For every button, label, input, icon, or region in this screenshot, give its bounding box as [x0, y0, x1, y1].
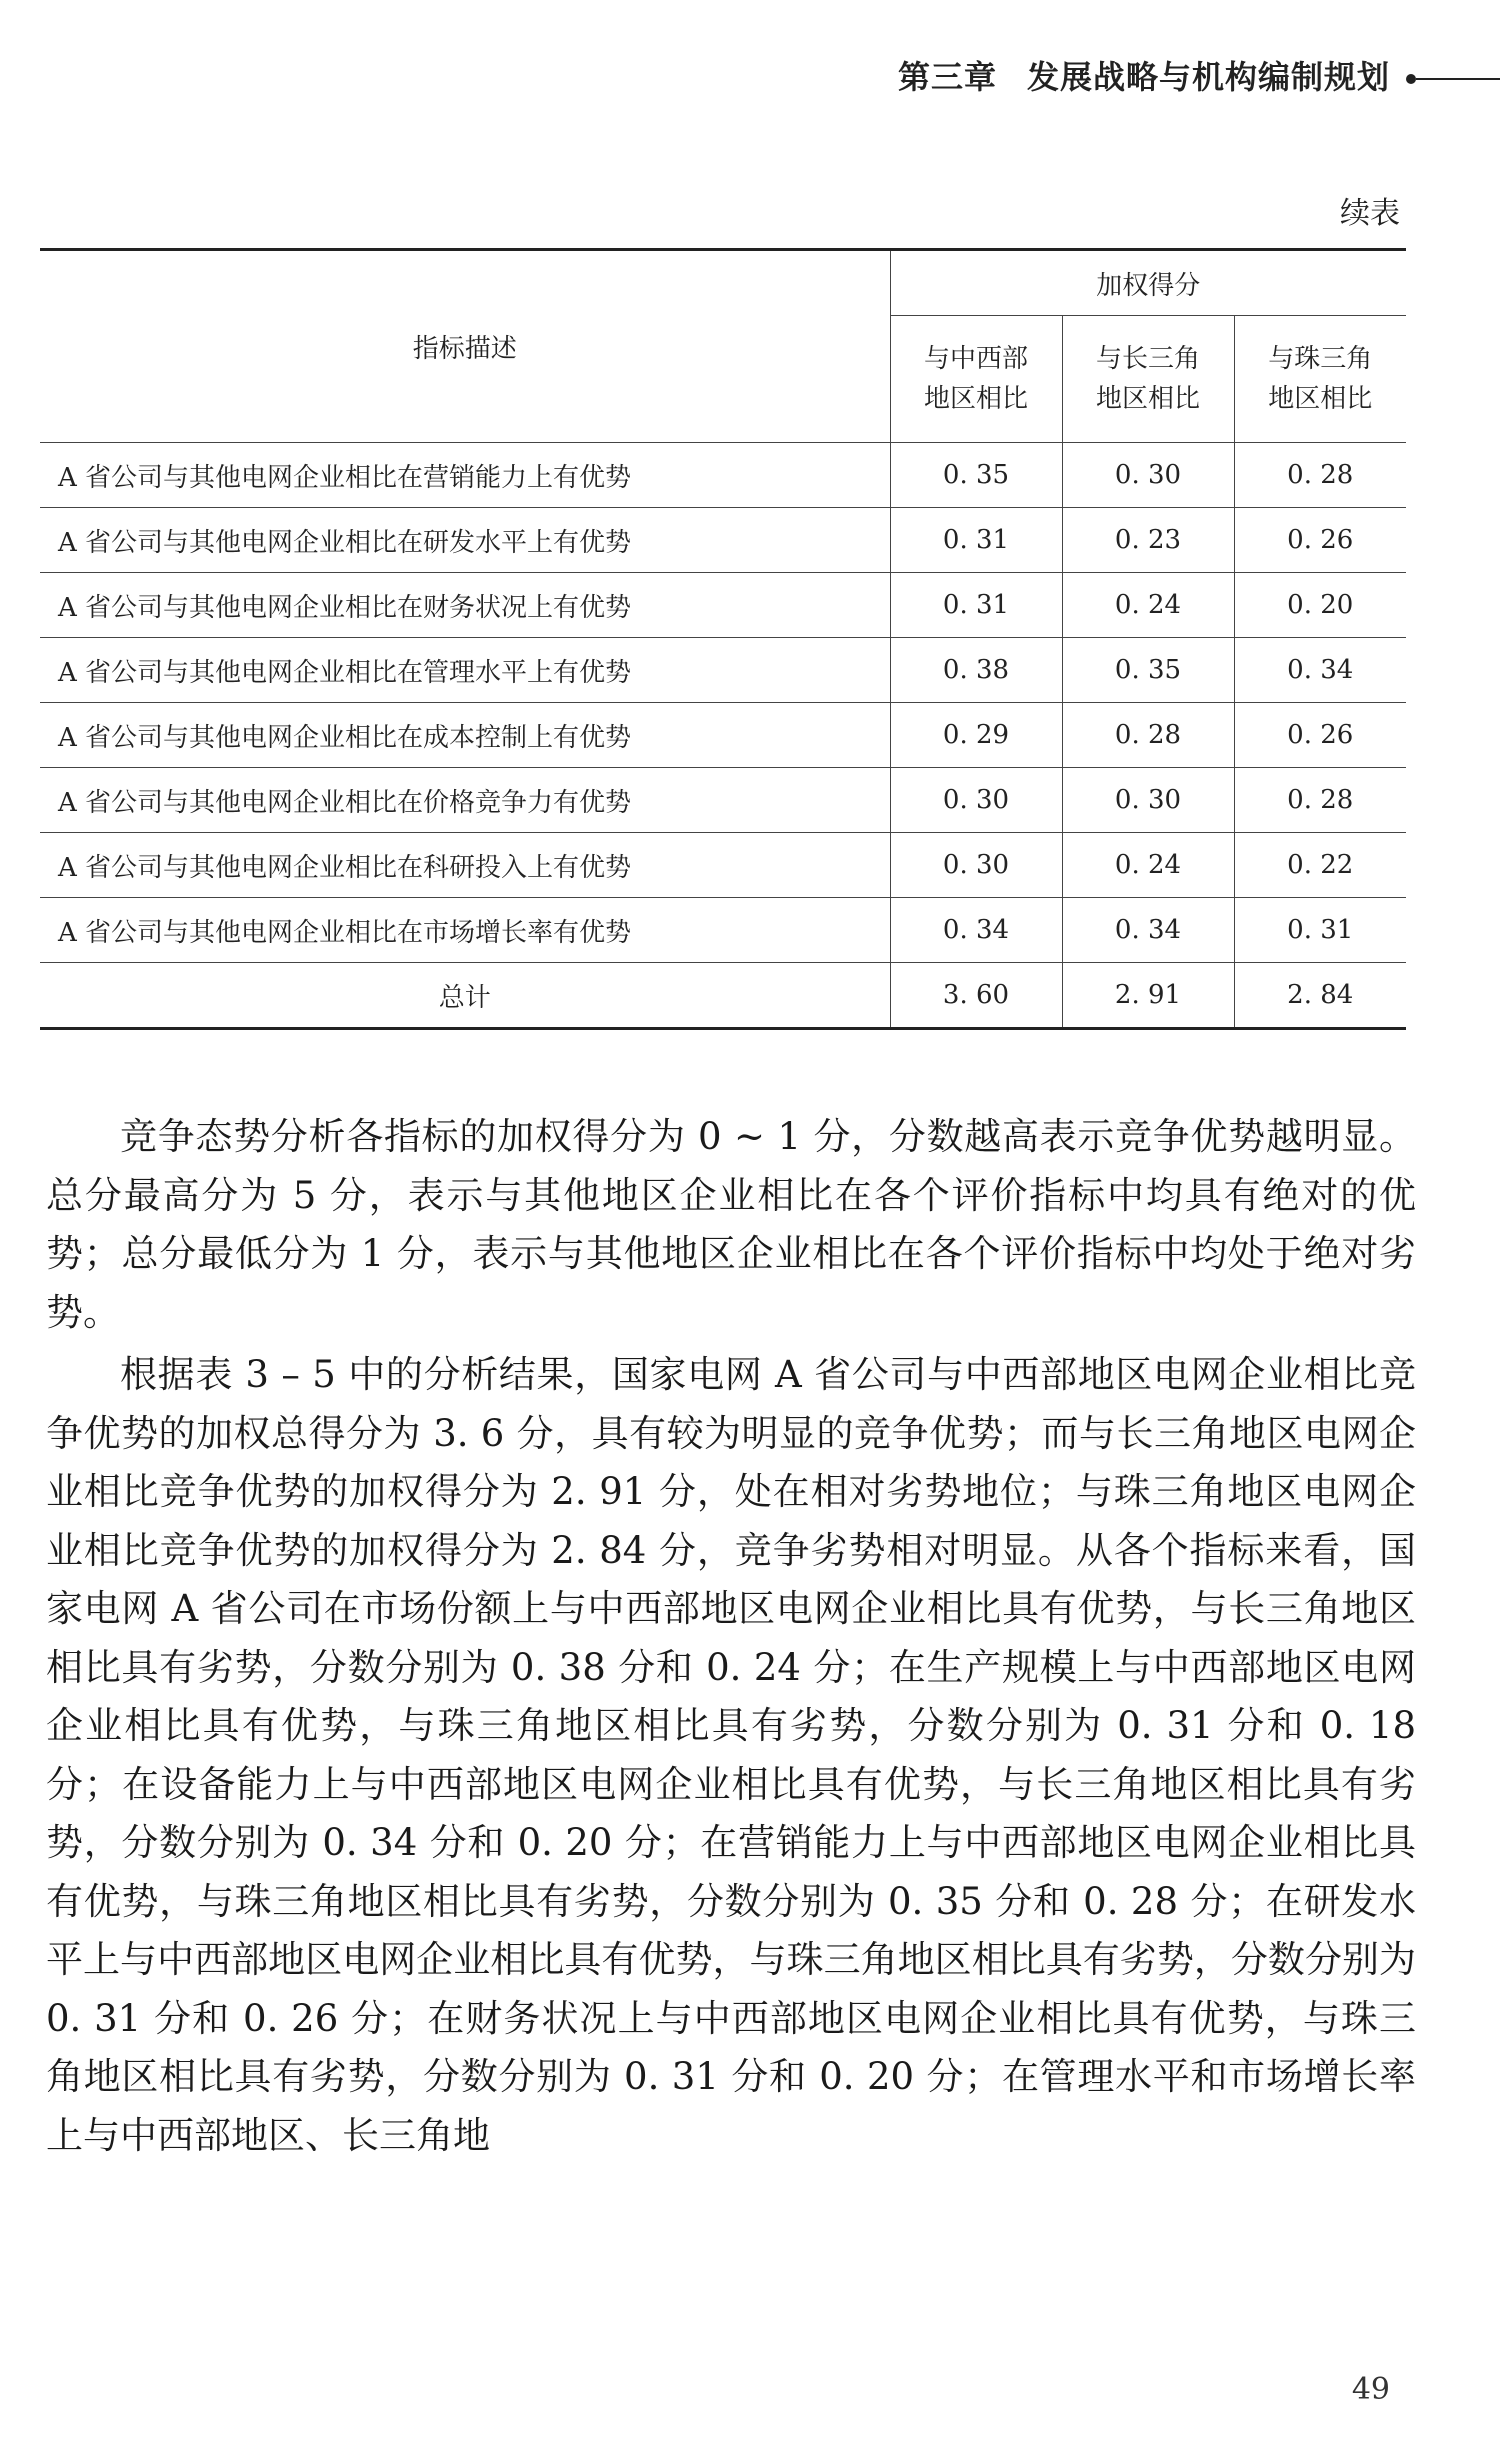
- table-continued-label: 续表: [1340, 196, 1400, 231]
- header-col-text: 与珠三角: [1268, 344, 1373, 374]
- total-label: 总计: [40, 963, 890, 1029]
- total-value: 2. 91: [1062, 963, 1234, 1029]
- row-value: 0. 26: [1234, 508, 1406, 573]
- paragraph: 根据表 3 – 5 中的分析结果，国家电网 A 省公司与中西部地区电网企业相比竞争优势的加权总得分为 3. 6 分，具有较为明显的竞争优势；而与长三角地区电网企业相比竞争优势的加权得分为 2. 91 分，处在相对劣势地位；与珠三角地区电网企业相比竞争优势的加权得分为 2. 84 分，竞争劣势相对明显。从各个指标来看，国家电网 A 省公司在市场份额上与中西部地区电网企业相比具有优势，与长三角地区相比具有劣势，分数分别为 0. 38 分和 0. 24 分；在生产规模上与中西部地区电网企业相比具有优势，与珠三角地区相比具有劣势，分数分别为 0. 31 分和 0. 18 分；在设备能力上与中西部地区电网企业相比具有优势，与长三角地区相比具有劣势，分数分别为 0. 34 分和 0. 20 分；在营销能力上与中西部地区电网企业相比具有优势，与珠三角地区相比具有劣势，分数分别为 0. 35 分和 0. 28 分；在研发水平上与中西部地区电网企业相比具有优势，与珠三角地区相比具有劣势，分数分别为 0. 31 分和 0. 26 分；在财务状况上与中西部地区电网企业相比具有优势，与珠三角地区相比具有劣势，分数分别为 0. 31 分和 0. 20 分；在管理水平和市场增长率上与中西部地区、长三角地: [46, 1353, 1416, 2157]
- row-value: 0. 23: [1062, 508, 1234, 573]
- total-value: 2. 84: [1234, 963, 1406, 1029]
- running-header: [0, 52, 1500, 102]
- row-value: 0. 30: [1062, 443, 1234, 508]
- row-desc: A 省公司与其他电网企业相比在财务状况上有优势: [40, 573, 890, 638]
- row-value: 0. 34: [890, 898, 1062, 963]
- weighted-score-table: [40, 248, 1406, 1030]
- row-desc: A 省公司与其他电网企业相比在成本控制上有优势: [40, 703, 890, 768]
- row-value: 0. 22: [1234, 833, 1406, 898]
- chapter-number: 第三章: [897, 58, 997, 96]
- row-value: 0. 30: [890, 833, 1062, 898]
- header-col-yangtze-delta: [1062, 316, 1234, 443]
- page-number: 49: [1351, 2372, 1390, 2407]
- header-col-text: 与长三角: [1095, 344, 1200, 374]
- row-value: 0. 30: [890, 768, 1062, 833]
- chapter-heading: [898, 52, 1390, 98]
- row-value: 0. 38: [890, 638, 1062, 703]
- table-row: [40, 898, 1406, 963]
- row-desc: A 省公司与其他电网企业相比在营销能力上有优势: [40, 443, 890, 508]
- header-bullet-icon: [1406, 74, 1416, 84]
- row-value: 0. 26: [1234, 703, 1406, 768]
- row-value: 0. 35: [1062, 638, 1234, 703]
- row-value: 0. 20: [1234, 573, 1406, 638]
- table-row: [40, 508, 1406, 573]
- header-col-text: 与中西部: [923, 344, 1028, 374]
- row-desc: A 省公司与其他电网企业相比在市场增长率有优势: [40, 898, 890, 963]
- row-desc: A 省公司与其他电网企业相比在管理水平上有优势: [40, 638, 890, 703]
- row-value: 0. 31: [890, 573, 1062, 638]
- table-row: [40, 443, 1406, 508]
- header-col-central-west: [890, 316, 1062, 443]
- body-text: [46, 1108, 1416, 2169]
- row-desc: A 省公司与其他电网企业相比在科研投入上有优势: [40, 833, 890, 898]
- row-value: 0. 28: [1234, 768, 1406, 833]
- table-row: [40, 703, 1406, 768]
- table-row: [40, 638, 1406, 703]
- header-col-text: 地区相比: [1268, 384, 1373, 414]
- row-value: 0. 34: [1062, 898, 1234, 963]
- row-value: 0. 29: [890, 703, 1062, 768]
- row-value: 0. 28: [1234, 443, 1406, 508]
- header-col-pearl-delta: [1234, 316, 1406, 443]
- total-value: 3. 60: [890, 963, 1062, 1029]
- header-weighted-score: 加权得分: [890, 250, 1406, 316]
- table-row: [40, 768, 1406, 833]
- row-value: 0. 31: [890, 508, 1062, 573]
- header-indicator-description: 指标描述: [40, 250, 890, 443]
- row-value: 0. 24: [1062, 573, 1234, 638]
- header-col-text: 地区相比: [1095, 384, 1200, 414]
- chapter-title: 发展战略与机构编制规划: [1026, 58, 1390, 96]
- row-value: 0. 28: [1062, 703, 1234, 768]
- row-desc: A 省公司与其他电网企业相比在价格竞争力有优势: [40, 768, 890, 833]
- row-value: 0. 24: [1062, 833, 1234, 898]
- row-value: 0. 35: [890, 443, 1062, 508]
- row-value: 0. 30: [1062, 768, 1234, 833]
- table-row: [40, 833, 1406, 898]
- row-value: 0. 31: [1234, 898, 1406, 963]
- row-desc: A 省公司与其他电网企业相比在研发水平上有优势: [40, 508, 890, 573]
- row-value: 0. 34: [1234, 638, 1406, 703]
- header-rule: [1416, 78, 1500, 80]
- paragraph: 竞争态势分析各指标的加权得分为 0 ~ 1 分，分数越高表示竞争优势越明显。总分最高分为 5 分，表示与其他地区企业相比在各个评价指标中均具有绝对的优势；总分最低分为 1 分，表示与其他地区企业相比在各个评价指标中均处于绝对劣势。: [46, 1115, 1416, 1334]
- header-col-text: 地区相比: [923, 384, 1028, 414]
- table-total-row: [40, 963, 1406, 1029]
- table-row: [40, 573, 1406, 638]
